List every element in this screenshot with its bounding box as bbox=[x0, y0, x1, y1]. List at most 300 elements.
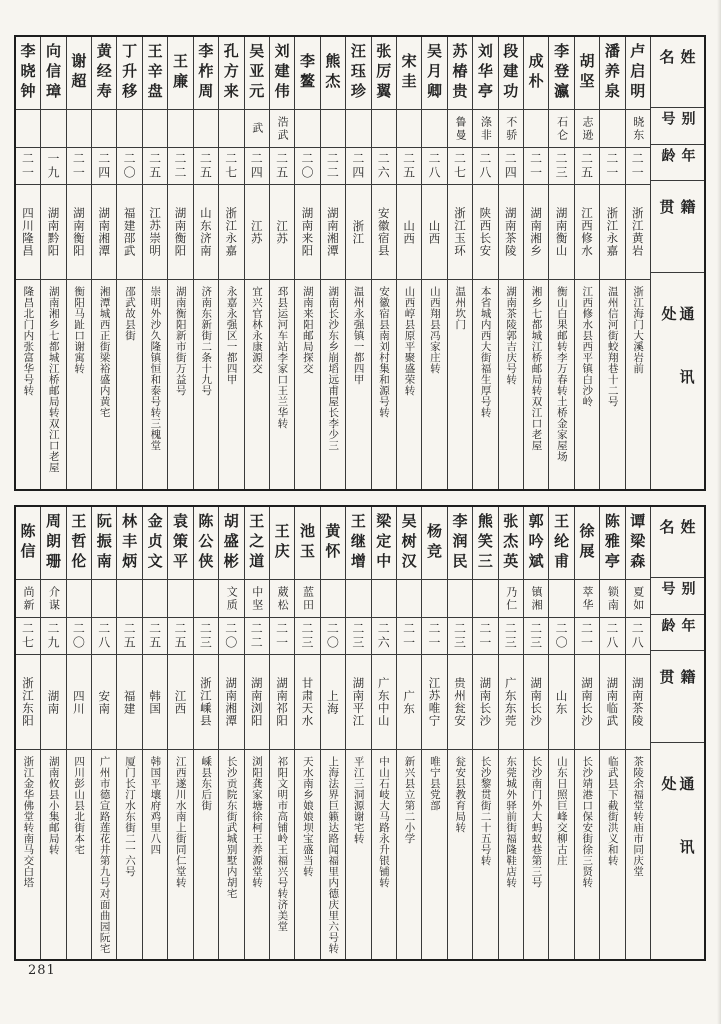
entry-name: 王廉 bbox=[170, 53, 189, 93]
column-header-native: 籍贯 bbox=[651, 650, 704, 742]
entry-column bbox=[320, 507, 345, 959]
entry-column bbox=[269, 507, 294, 959]
entry-native: 四川 bbox=[67, 654, 91, 749]
entry-name: 胡坚 bbox=[577, 53, 596, 93]
entry-alias: 不骄 bbox=[499, 109, 523, 147]
entry-age: 二一 bbox=[575, 617, 599, 654]
entry-alias: 文质 bbox=[219, 579, 243, 617]
entry-age: 二三 bbox=[524, 617, 548, 654]
entry-age: 二四 bbox=[245, 147, 269, 184]
entry-column bbox=[193, 37, 218, 489]
entry-name: 黄怀 bbox=[323, 523, 342, 563]
entry-address: 安徽宿县南刘村集和源号转 bbox=[372, 279, 396, 489]
entry-column bbox=[294, 507, 319, 959]
entry-native: 福建 bbox=[117, 654, 141, 749]
entry-age: 二八 bbox=[626, 617, 650, 654]
entry-address: 邵武故县街 bbox=[117, 279, 141, 489]
entry-column bbox=[574, 507, 599, 959]
entry-column bbox=[269, 37, 294, 489]
entry-alias bbox=[346, 109, 370, 147]
entry-column bbox=[498, 37, 523, 489]
entry-native: 湖南湘乡 bbox=[524, 184, 548, 279]
entry-alias bbox=[422, 109, 446, 147]
directory-table-top bbox=[14, 35, 706, 491]
entry-column bbox=[396, 507, 421, 959]
entry-address: 湖南衡阳新市街万益号 bbox=[168, 279, 192, 489]
entry-alias bbox=[422, 579, 446, 617]
entry-name: 王辛盘 bbox=[145, 43, 164, 103]
entry-column bbox=[472, 37, 497, 489]
entry-age: 二六 bbox=[372, 617, 396, 654]
entry-column bbox=[498, 507, 523, 959]
entry-alias bbox=[346, 579, 370, 617]
entry-name: 李晓钟 bbox=[18, 43, 37, 103]
entry-native: 湖南临武 bbox=[600, 654, 624, 749]
entry-column bbox=[40, 507, 65, 959]
entry-native: 江苏 bbox=[245, 184, 269, 279]
entry-native: 浙江 bbox=[346, 184, 370, 279]
entry-column bbox=[218, 37, 243, 489]
entry-age: 二三 bbox=[295, 617, 319, 654]
column-header-name: 姓名 bbox=[657, 519, 697, 552]
entry-column bbox=[40, 37, 65, 489]
entry-name: 袁策平 bbox=[170, 513, 189, 573]
entry-alias bbox=[549, 579, 573, 617]
entry-alias: 乃仁 bbox=[499, 579, 523, 617]
column-header-age: 年龄 bbox=[651, 614, 704, 650]
entry-age: 二九 bbox=[41, 617, 65, 654]
entry-address: 长沙贡院东街武城别墅内胡宅 bbox=[219, 749, 243, 959]
entry-alias bbox=[143, 109, 167, 147]
column-header-alias: 别号 bbox=[651, 107, 704, 144]
entry-address: 中山石岐大马路永升银铺转 bbox=[372, 749, 396, 959]
entry-age: 二一 bbox=[67, 147, 91, 184]
entry-name: 熊杰 bbox=[323, 53, 342, 93]
entry-column bbox=[244, 507, 269, 959]
entry-address: 临武县下截街洪义和转 bbox=[600, 749, 624, 959]
entry-alias bbox=[168, 109, 192, 147]
entry-name: 杨竞 bbox=[425, 523, 444, 563]
entry-column bbox=[371, 37, 396, 489]
entry-column bbox=[116, 37, 141, 489]
entry-address: 湖南湘乡七都城江桥邮局转双江口老屋 bbox=[41, 279, 65, 489]
entry-column bbox=[320, 37, 345, 489]
entry-column bbox=[193, 507, 218, 959]
entry-column bbox=[167, 507, 192, 959]
entry-address: 衡山白果邮转李万春转土桥金家屋场 bbox=[549, 279, 573, 489]
entry-column bbox=[66, 507, 91, 959]
entry-address: 温州信河街蛟翔巷十二号 bbox=[600, 279, 624, 489]
entry-alias bbox=[219, 109, 243, 147]
entry-age: 二五 bbox=[270, 147, 294, 184]
column-header-alias: 别号 bbox=[651, 577, 704, 614]
entry-column bbox=[16, 507, 40, 959]
entry-name: 张杰英 bbox=[501, 513, 520, 573]
entry-age: 二二 bbox=[168, 147, 192, 184]
entry-address: 四川彭山县北街本宅 bbox=[67, 749, 91, 959]
entry-alias bbox=[295, 109, 319, 147]
entry-age: 二一 bbox=[524, 147, 548, 184]
entry-age: 二三 bbox=[346, 617, 370, 654]
entry-age: 二一 bbox=[16, 147, 40, 184]
entry-native: 湖南 bbox=[41, 654, 65, 749]
entry-column bbox=[244, 37, 269, 489]
entry-age: 二三 bbox=[499, 617, 523, 654]
entry-age: 二五 bbox=[575, 147, 599, 184]
entry-alias bbox=[600, 109, 624, 147]
entry-age: 二〇 bbox=[549, 617, 573, 654]
entry-native: 山东 bbox=[549, 654, 573, 749]
entry-age: 二三 bbox=[194, 617, 218, 654]
entry-age: 二八 bbox=[600, 617, 624, 654]
entry-age: 二五 bbox=[168, 617, 192, 654]
entry-column bbox=[66, 37, 91, 489]
entry-column bbox=[116, 507, 141, 959]
entry-alias: 武 bbox=[245, 109, 269, 147]
entry-native: 安徽宿县 bbox=[372, 184, 396, 279]
entry-column bbox=[345, 507, 370, 959]
entry-alias: 萃华 bbox=[575, 579, 599, 617]
entry-native: 湖南来阳 bbox=[295, 184, 319, 279]
entry-native: 湖南黔阳 bbox=[41, 184, 65, 279]
entry-native: 湖南平江 bbox=[346, 654, 370, 749]
entry-column bbox=[625, 507, 650, 959]
entry-native: 湖南湘潭 bbox=[321, 184, 345, 279]
entry-native: 江苏唯宁 bbox=[422, 654, 446, 749]
entry-address: 山西翔县冯家庄转 bbox=[422, 279, 446, 489]
entry-address: 上海法界巨籁达路闻福里内德庆里六号转 bbox=[321, 749, 345, 959]
entry-alias bbox=[473, 579, 497, 617]
entry-name: 段建功 bbox=[501, 43, 520, 103]
entry-age: 二五 bbox=[397, 147, 421, 184]
entry-native: 山西 bbox=[422, 184, 446, 279]
entry-native: 浙江黄岩 bbox=[626, 184, 650, 279]
entry-column bbox=[574, 37, 599, 489]
entry-native: 湖南长沙 bbox=[524, 654, 548, 749]
entry-alias: 晓东 bbox=[626, 109, 650, 147]
entry-age: 二七 bbox=[219, 147, 243, 184]
entry-age: 二三 bbox=[448, 617, 472, 654]
entry-age: 二四 bbox=[346, 147, 370, 184]
entry-age: 二二 bbox=[245, 617, 269, 654]
column-header-age: 年龄 bbox=[651, 144, 704, 180]
entry-native: 浙江东阳 bbox=[16, 654, 40, 749]
entry-alias bbox=[92, 109, 116, 147]
entry-name: 胡盛彬 bbox=[221, 513, 240, 573]
entry-address: 平江三洞源谢宅转 bbox=[346, 749, 370, 959]
entry-column bbox=[447, 507, 472, 959]
entry-age: 二八 bbox=[473, 147, 497, 184]
entry-alias bbox=[397, 109, 421, 147]
entry-column bbox=[548, 37, 573, 489]
entry-name: 潘养泉 bbox=[602, 43, 621, 103]
entry-alias bbox=[41, 109, 65, 147]
entry-age: 二〇 bbox=[67, 617, 91, 654]
entry-alias bbox=[117, 579, 141, 617]
entry-column bbox=[472, 507, 497, 959]
entry-alias bbox=[67, 109, 91, 147]
entry-name: 林丰炳 bbox=[120, 513, 139, 573]
page-number: 281 bbox=[28, 963, 56, 978]
entry-alias bbox=[194, 109, 218, 147]
entry-alias: 鲁曼 bbox=[448, 109, 472, 147]
entry-name: 郭吟斌 bbox=[526, 513, 545, 573]
entry-alias: 志逊 bbox=[575, 109, 599, 147]
entry-alias bbox=[321, 109, 345, 147]
entry-name: 丁升移 bbox=[120, 43, 139, 103]
entry-native: 甘肃天水 bbox=[295, 654, 319, 749]
entry-name: 李柞周 bbox=[196, 43, 215, 103]
entry-age: 二八 bbox=[92, 617, 116, 654]
entry-address: 温州永强镇一都四甲 bbox=[346, 279, 370, 489]
entry-name: 金贞文 bbox=[145, 513, 164, 573]
entry-address: 邳县运河车站李家口王兰华转 bbox=[270, 279, 294, 489]
entry-alias bbox=[92, 579, 116, 617]
entry-age: 二〇 bbox=[321, 617, 345, 654]
entry-address: 嵊县东后街 bbox=[194, 749, 218, 959]
entry-native: 陕西长安 bbox=[473, 184, 497, 279]
entry-column bbox=[599, 507, 624, 959]
entry-address: 湖南攸县小集邮局转 bbox=[41, 749, 65, 959]
entry-age: 一九 bbox=[41, 147, 65, 184]
entry-alias bbox=[194, 579, 218, 617]
entry-address: 瓮安县教育局转 bbox=[448, 749, 472, 959]
entry-address: 广州市德宣路莲花井第九号对面曲园阮宅 bbox=[92, 749, 116, 959]
entry-alias: 镇湘 bbox=[524, 579, 548, 617]
entry-address: 江西遂川水南上街同仁堂转 bbox=[168, 749, 192, 959]
entry-address: 山东日照巨峰交柳古庄 bbox=[549, 749, 573, 959]
entry-age: 二四 bbox=[92, 147, 116, 184]
entry-native: 江苏崇明 bbox=[143, 184, 167, 279]
entry-name: 黄经寿 bbox=[94, 43, 113, 103]
entry-native: 浙江玉环 bbox=[448, 184, 472, 279]
entry-age: 二一 bbox=[626, 147, 650, 184]
entry-address: 唯宁县党部 bbox=[422, 749, 446, 959]
entry-native: 湖南祁阳 bbox=[270, 654, 294, 749]
entry-name: 张厉翼 bbox=[374, 43, 393, 103]
entry-age: 二七 bbox=[448, 147, 472, 184]
entry-column bbox=[345, 37, 370, 489]
entry-address: 韩国平壤府鸡里八四 bbox=[143, 749, 167, 959]
entry-alias bbox=[67, 579, 91, 617]
entry-address: 山西崞县原平聚盛荣转 bbox=[397, 279, 421, 489]
entry-native: 上海 bbox=[321, 654, 345, 749]
entry-age: 二〇 bbox=[219, 617, 243, 654]
entry-name: 徐展 bbox=[577, 523, 596, 563]
entry-column bbox=[421, 507, 446, 959]
entry-name: 吴亚元 bbox=[247, 43, 266, 103]
entry-native: 湖南长沙 bbox=[575, 654, 599, 749]
entry-name: 陈公侠 bbox=[196, 513, 215, 573]
entry-name: 汪珏珍 bbox=[348, 43, 367, 103]
entry-column bbox=[396, 37, 421, 489]
entry-alias: 尚新 bbox=[16, 579, 40, 617]
directory-table-bottom bbox=[14, 505, 706, 961]
entry-name: 周朗珊 bbox=[43, 513, 62, 573]
entry-alias: 葳松 bbox=[270, 579, 294, 617]
entry-address: 厦门长汀水东街二一六号 bbox=[117, 749, 141, 959]
entry-address: 衡阳马趾口谢寓转 bbox=[67, 279, 91, 489]
entry-address: 湖南来阳邮局探交 bbox=[295, 279, 319, 489]
entry-column bbox=[523, 507, 548, 959]
entry-alias bbox=[397, 579, 421, 617]
entry-age: 二二 bbox=[321, 147, 345, 184]
entry-name: 梁定中 bbox=[374, 513, 393, 573]
entry-native: 湖南茶陵 bbox=[626, 654, 650, 749]
entry-address: 隆昌北门内张富华号转 bbox=[16, 279, 40, 489]
entry-address: 长沙靖港口保安街徐三贤转 bbox=[575, 749, 599, 959]
entry-alias: 浩武 bbox=[270, 109, 294, 147]
entry-native: 安南 bbox=[92, 654, 116, 749]
entry-name: 刘华亭 bbox=[475, 43, 494, 103]
entry-age: 二五 bbox=[143, 147, 167, 184]
entry-alias bbox=[448, 579, 472, 617]
entry-native: 湖南衡阳 bbox=[168, 184, 192, 279]
entry-column bbox=[142, 37, 167, 489]
entry-name: 卢启明 bbox=[628, 43, 647, 103]
entry-native: 广东 bbox=[397, 654, 421, 749]
entry-address: 湘乡七都城江桥邮局转双江口老屋 bbox=[524, 279, 548, 489]
entry-name: 阮振南 bbox=[94, 513, 113, 573]
entry-name: 宋圭 bbox=[399, 53, 418, 93]
entry-native: 浙江嵊县 bbox=[194, 654, 218, 749]
entry-name: 王继增 bbox=[348, 513, 367, 573]
entry-column bbox=[421, 37, 446, 489]
entry-native: 湖南湘潭 bbox=[92, 184, 116, 279]
entry-name: 陈信 bbox=[18, 523, 37, 563]
entry-alias: 涤非 bbox=[473, 109, 497, 147]
entry-name: 向信璋 bbox=[43, 43, 62, 103]
entry-age: 二八 bbox=[422, 147, 446, 184]
entry-address: 浙江海门大溪岩前 bbox=[626, 279, 650, 489]
entry-age: 二七 bbox=[16, 617, 40, 654]
entry-age: 二四 bbox=[499, 147, 523, 184]
entry-alias bbox=[321, 579, 345, 617]
entry-alias bbox=[372, 579, 396, 617]
entry-native: 湖南衡山 bbox=[549, 184, 573, 279]
entry-alias: 蓝田 bbox=[295, 579, 319, 617]
entry-alias: 锁南 bbox=[600, 579, 624, 617]
entry-native: 江苏 bbox=[270, 184, 294, 279]
entry-column bbox=[16, 37, 40, 489]
entry-age: 二五 bbox=[143, 617, 167, 654]
entry-column bbox=[371, 507, 396, 959]
entry-name: 池玉 bbox=[298, 523, 317, 563]
entry-alias: 石仑 bbox=[549, 109, 573, 147]
entry-native: 贵州瓮安 bbox=[448, 654, 472, 749]
entry-column bbox=[523, 37, 548, 489]
entry-native: 江西修水 bbox=[575, 184, 599, 279]
entry-column bbox=[142, 507, 167, 959]
entry-column bbox=[91, 507, 116, 959]
entry-address: 新兴县立第二小学 bbox=[397, 749, 421, 959]
entry-name: 陈雅亭 bbox=[602, 513, 621, 573]
column-header-address: 通讯处 bbox=[651, 272, 704, 489]
entry-age: 二五 bbox=[194, 147, 218, 184]
entry-column bbox=[91, 37, 116, 489]
entry-age: 二一 bbox=[422, 617, 446, 654]
entry-name: 吴树汉 bbox=[399, 513, 418, 573]
entry-name: 苏椿贵 bbox=[450, 43, 469, 103]
entry-native: 四川隆昌 bbox=[16, 184, 40, 279]
entry-name: 刘建伟 bbox=[272, 43, 291, 103]
entry-name: 王纶甫 bbox=[552, 513, 571, 573]
entry-name: 谭梁森 bbox=[628, 513, 647, 573]
entry-address: 湖南长沙东乡崩塪远甫屋长李少三 bbox=[321, 279, 345, 489]
entry-alias: 夏如 bbox=[626, 579, 650, 617]
entry-address: 浏阳龚家塘徐柯王养源堂转 bbox=[245, 749, 269, 959]
entry-name: 王哲伦 bbox=[69, 513, 88, 573]
entry-name: 成朴 bbox=[526, 53, 545, 93]
entry-native: 山西 bbox=[397, 184, 421, 279]
entry-address: 浙江金华佛堂转南马交白塔 bbox=[16, 749, 40, 959]
entry-name: 王之道 bbox=[247, 513, 266, 573]
entry-column bbox=[294, 37, 319, 489]
column-header-native: 籍贯 bbox=[651, 180, 704, 272]
entry-address: 永嘉永强区一都四甲 bbox=[219, 279, 243, 489]
entry-alias bbox=[16, 109, 40, 147]
entry-address: 江西修水县西平镇白沙岭 bbox=[575, 279, 599, 489]
entry-age: 二一 bbox=[600, 147, 624, 184]
entry-column bbox=[218, 507, 243, 959]
entry-address: 长沙南门外大蚂蚁巷第三号 bbox=[524, 749, 548, 959]
entry-address: 湖南茶陵郭吉庆号转 bbox=[499, 279, 523, 489]
entry-native: 广东东莞 bbox=[499, 654, 523, 749]
entry-age: 二一 bbox=[270, 617, 294, 654]
entry-address: 济南东新街二条十九号 bbox=[194, 279, 218, 489]
entry-address: 宜兴官林永康源交 bbox=[245, 279, 269, 489]
entry-name: 王庆 bbox=[272, 523, 291, 563]
entry-native: 湖南湘潭 bbox=[219, 654, 243, 749]
entry-native: 湖南衡阳 bbox=[67, 184, 91, 279]
entry-alias bbox=[372, 109, 396, 147]
entry-address: 长沙黎贯街二十五号转 bbox=[473, 749, 497, 959]
entry-address: 东莞城外驿前街福隆鞋店转 bbox=[499, 749, 523, 959]
entry-native: 浙江永嘉 bbox=[219, 184, 243, 279]
entry-column bbox=[625, 37, 650, 489]
entry-native: 韩国 bbox=[143, 654, 167, 749]
entry-address: 温州坎门 bbox=[448, 279, 472, 489]
entry-age: 二〇 bbox=[117, 147, 141, 184]
entry-name: 李润民 bbox=[450, 513, 469, 573]
entry-age: 二六 bbox=[372, 147, 396, 184]
entry-address: 湘潭城西正街梁裕盛内黄宅 bbox=[92, 279, 116, 489]
entry-alias bbox=[524, 109, 548, 147]
entry-native: 浙江永嘉 bbox=[600, 184, 624, 279]
entry-alias: 介谋 bbox=[41, 579, 65, 617]
entry-alias bbox=[143, 579, 167, 617]
entry-name: 孔方来 bbox=[221, 43, 240, 103]
entry-address: 祁阳文明市高铺岭王福兴号转济美堂 bbox=[270, 749, 294, 959]
entry-column bbox=[447, 37, 472, 489]
entry-age: 二一 bbox=[397, 617, 421, 654]
entry-alias bbox=[117, 109, 141, 147]
entry-column bbox=[599, 37, 624, 489]
entry-native: 山东济南 bbox=[194, 184, 218, 279]
entry-age: 二〇 bbox=[295, 147, 319, 184]
entry-alias: 中坚 bbox=[245, 579, 269, 617]
entry-name: 谢超 bbox=[69, 53, 88, 93]
entry-native: 湖南茶陵 bbox=[499, 184, 523, 279]
entry-age: 二三 bbox=[549, 147, 573, 184]
entry-column bbox=[548, 507, 573, 959]
entry-column bbox=[167, 37, 192, 489]
entry-alias bbox=[168, 579, 192, 617]
entry-name: 吴月卿 bbox=[425, 43, 444, 103]
column-header-address: 通讯处 bbox=[651, 742, 704, 959]
entry-name: 李登瀛 bbox=[552, 43, 571, 103]
column-header-name: 姓名 bbox=[657, 49, 697, 82]
